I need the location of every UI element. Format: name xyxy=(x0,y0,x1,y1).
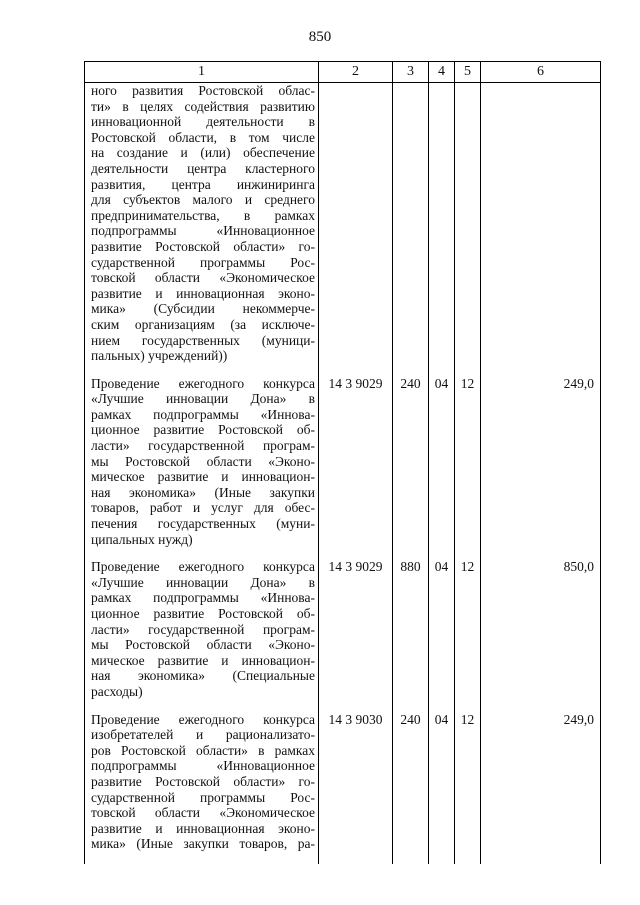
target-article-code: 14 3 9030 xyxy=(319,712,393,864)
section-code xyxy=(429,83,455,376)
description-line: товаров, работ и услуг для обес- xyxy=(91,500,315,516)
description-line: Ростовской области, в том числе xyxy=(91,129,315,145)
description-line: развитие и инновационная эконо- xyxy=(91,820,315,836)
section-code: 04 xyxy=(429,712,455,864)
description-line: печения государственных (муни- xyxy=(91,516,315,532)
column-header-2: 2 xyxy=(319,62,393,83)
description-line: ного развития Ростовской облас- xyxy=(91,83,315,98)
row-description xyxy=(85,376,319,560)
description-line: инновационной деятельности в xyxy=(91,114,315,130)
amount: 249,0 xyxy=(481,376,601,560)
section-code: 04 xyxy=(429,376,455,560)
page-number: 850 xyxy=(308,29,332,45)
row-description xyxy=(85,83,319,376)
expense-type-code: 880 xyxy=(393,559,429,711)
description-line: развитие и инновационная эконо- xyxy=(91,285,315,301)
amount xyxy=(481,83,601,376)
description-line: Проведение ежегодного конкурса xyxy=(91,559,315,575)
description-line: мика» (Иные закупки товаров, ра- xyxy=(91,836,315,852)
description-line: подпрограммы «Инновационное xyxy=(91,223,315,239)
description-line: ционное развитие Ростовской об- xyxy=(91,606,315,621)
description-line: ная экономика» (Иные закупки xyxy=(91,484,315,500)
description-line: подпрограммы «Инновационное xyxy=(91,758,315,774)
description-line: предпринимательства, в рамках xyxy=(91,207,315,223)
description-line: нием государственных (муници- xyxy=(91,332,315,348)
table-row xyxy=(85,559,601,711)
row-description xyxy=(85,559,319,711)
target-article-code xyxy=(319,83,393,376)
description-line: расходы) xyxy=(91,683,143,699)
subsection-code: 12 xyxy=(455,376,481,560)
column-header-5: 5 xyxy=(455,62,481,83)
table-row xyxy=(85,376,601,560)
column-header-6: 6 xyxy=(481,62,601,83)
table-row xyxy=(85,712,601,864)
description-line: рамках подпрограммы «Иннова- xyxy=(91,590,315,606)
description-line: на создание и (или) обеспечение xyxy=(91,145,315,161)
table-row xyxy=(85,83,601,376)
expense-type-code: 240 xyxy=(393,376,429,560)
description-line: мы Ростовской области «Эконо- xyxy=(91,637,315,653)
row-description xyxy=(85,712,319,864)
description-line: Проведение ежегодного конкурса xyxy=(91,375,315,391)
description-line: сударственной программы Рос- xyxy=(91,789,315,805)
amount: 249,0 xyxy=(481,712,601,864)
description-line: Проведение ежегодного конкурса xyxy=(91,711,315,727)
description-line: развитие Ростовской области» го- xyxy=(91,238,315,254)
column-header-4: 4 xyxy=(429,62,455,83)
description-line: деятельности центра кластерного xyxy=(91,160,315,176)
description-line: «Лучшие инновации Дона» в xyxy=(91,574,315,590)
description-line: мическое развитие и инновацион- xyxy=(91,652,315,668)
description-line: развития, центра инжиниринга xyxy=(91,176,315,192)
subsection-code xyxy=(455,83,481,376)
column-header-3: 3 xyxy=(393,62,429,83)
description-line: ти» в целях содействия развитию xyxy=(91,98,315,114)
description-line: ласти» государственной програм- xyxy=(91,621,315,637)
description-line: ционное развитие Ростовской об- xyxy=(91,422,315,438)
description-line: сударственной программы Рос- xyxy=(91,254,315,270)
description-line: ципальных нужд) xyxy=(91,531,193,547)
description-line: пальных) учреждений)) xyxy=(91,348,228,364)
target-article-code: 14 3 9029 xyxy=(319,376,393,560)
description-line: товской области «Экономическое xyxy=(91,270,315,286)
expense-type-code xyxy=(393,83,429,376)
description-line: мика» (Субсидии некоммерче- xyxy=(91,301,315,317)
expense-type-code: 240 xyxy=(393,712,429,864)
description-line: товской области «Экономическое xyxy=(91,805,315,821)
amount: 850,0 xyxy=(481,559,601,711)
description-line: для субъектов малого и среднего xyxy=(91,192,315,208)
subsection-code: 12 xyxy=(455,712,481,864)
description-line: рамках подпрограммы «Иннова- xyxy=(91,406,315,422)
section-code: 04 xyxy=(429,559,455,711)
description-line: «Лучшие инновации Дона» в xyxy=(91,391,315,407)
target-article-code: 14 3 9029 xyxy=(319,559,393,711)
description-line: ров Ростовской области» в рамках xyxy=(91,742,315,758)
column-header-1: 1 xyxy=(85,62,319,83)
description-line: изобретателей и рационализато- xyxy=(91,727,315,743)
description-line: ским организациям (за исключе- xyxy=(91,316,315,332)
description-line: мы Ростовской области «Эконо- xyxy=(91,453,315,469)
description-line: ная экономика» (Специальные xyxy=(91,668,315,684)
description-line: мическое развитие и инновацион- xyxy=(91,469,315,485)
description-line: ласти» государственной програм- xyxy=(91,438,315,454)
budget-table xyxy=(84,61,601,864)
subsection-code: 12 xyxy=(455,559,481,711)
table-header-row xyxy=(85,62,601,83)
description-line: развитие Ростовской области» го- xyxy=(91,773,315,789)
